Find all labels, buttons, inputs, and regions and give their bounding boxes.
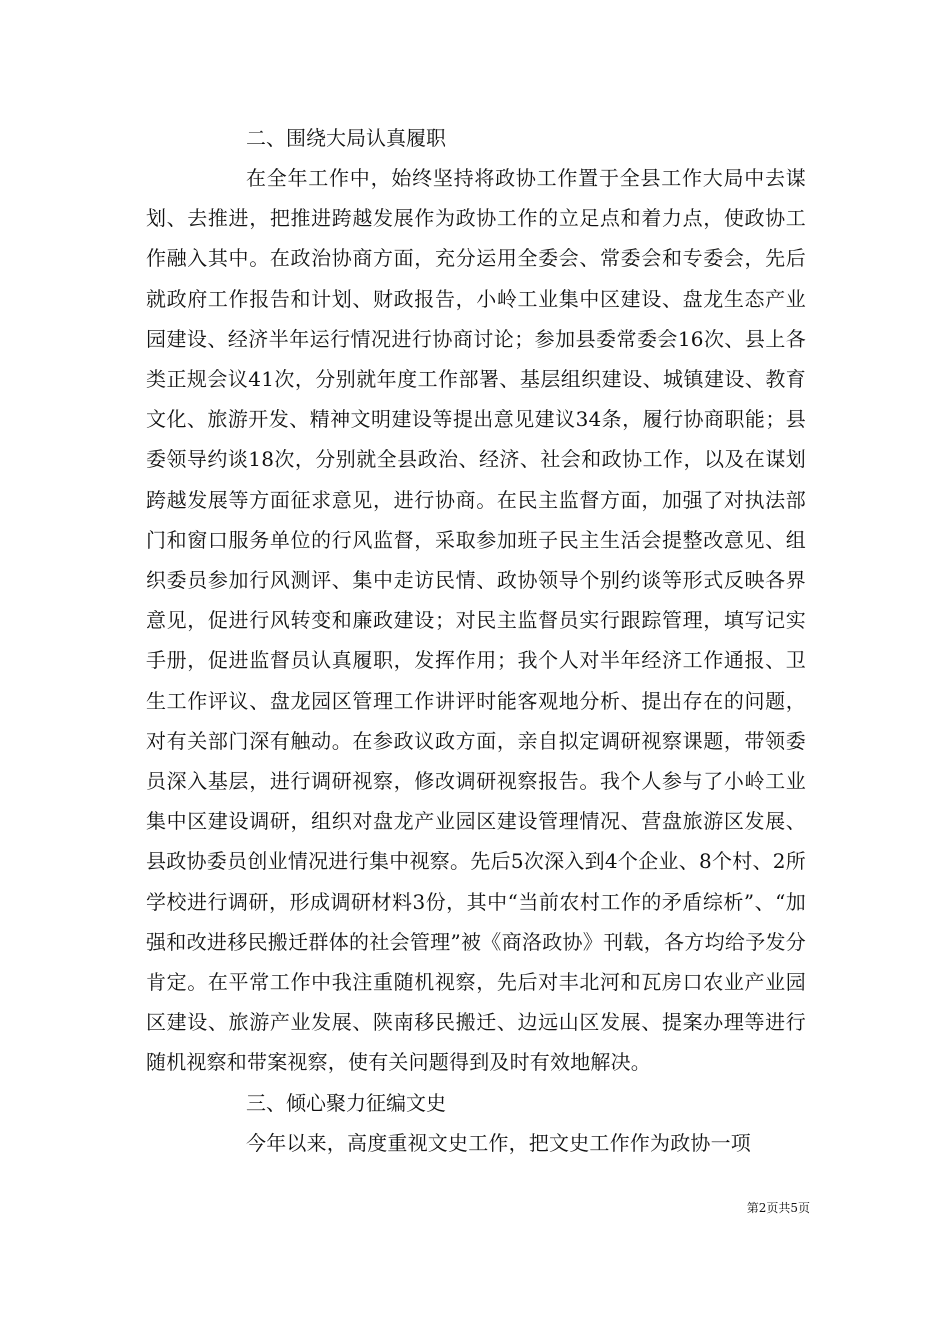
document-body [146, 118, 806, 1163]
section-3-paragraph: 今年以来，高度重视文史工作，把文史工作作为政协一项 [246, 1130, 751, 1155]
section-heading-3: 三、倾心聚力征编文史 [246, 1090, 446, 1115]
section-2-paragraph: 在全年工作中，始终坚持将政协工作置于全县工作大局中去谋划、去推进，把推进跨越发展作为政协工作的立足点和着力点，使政协工作融入其中。在政治协商方面，充分运用全委会、常委会和专委会，先后就政府工作报告和计划、财政报告，小岭工业集中区建设、盘龙生态产业园建设、经济半年运行情况进行协商讨论；参加县委常委会16次、县上各类正规会议41次，分别就年度工作部署、基层组织建设、城镇建设、教育文化、旅游开发、精神文明建设等提出意见建议34条，履行协商职能；县委领导约谈18次，分别就全县政治、经济、社会和政协工作，以及在谋划跨越发展等方面征求意见，进行协商。在民主监督方面，加强了对执法部门和窗口服务单位的行风监督，采取参加班子民主生活会提整改意见、组织委员参加行风测评、集中走访民情、政协领导个别约谈等形式反映各界意见，促进行风转变和廉政建设；对民主监督员实行跟踪管理，填写记实手册，促进监督员认真履职，发挥作用；我个人对半年经济工作通报、卫生工作评议、盘龙园区管理工作讲评时能客观地分析、提出存在的问题，对有关部门深有触动。在参政议政方面，亲自拟定调研视察课题，带领委员深入基层，进行调研视察，修改调研视察报告。我个人参与了小岭工业集中区建设调研，组织对盘龙产业园区建设管理情况、营盘旅游区发展、县政协委员创业情况进行集中视察。先后5次深入到4个企业、8个村、2所学校进行调研，形成调研材料3份，其中“当前农村工作的矛盾综析”、“加强和改进移民搬迁群体的社会管理”被《商洛政协》刊载，各方均给予发分肯定。在平常工作中我注重随机视察，先后对丰北河和瓦房口农业产业园区建设、旅游产业发展、陕南移民搬迁、边远山区发展、提案办理等进行随机视察和带案视察，使有关问题得到及时有效地解决。 [146, 166, 806, 1075]
section-heading-2: 二、围绕大局认真履职 [246, 126, 446, 150]
page-number-footer: 第2页共5页 [746, 1201, 810, 1215]
